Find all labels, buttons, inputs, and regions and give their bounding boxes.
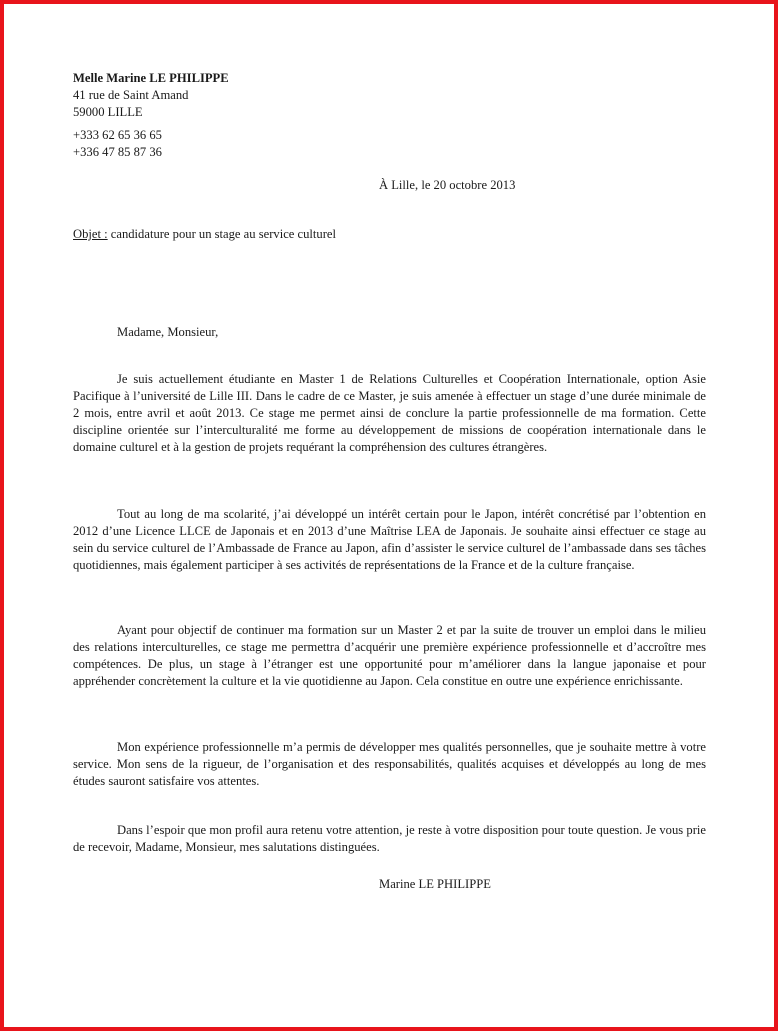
salutation: Madame, Monsieur, <box>117 325 219 339</box>
subject-label: Objet : <box>73 227 108 241</box>
date-line: À Lille, le 20 octobre 2013 <box>379 178 516 192</box>
sender-street: 41 rue de Saint Amand <box>73 88 189 102</box>
sender-phone-1: +333 62 65 36 65 <box>73 128 162 142</box>
body-paragraph-1: Je suis actuellement étudiante en Master 1 de Relations Culturelles et Coopération Internationale, option Asie Pacifique à l’université de Lille III. Dans le cadre de ce Master, je suis amenée à effectuer un stage d’une durée minimale de 2 mois, entre avril et août 2013. Ce stage me permet ainsi de conclure la partie professionnelle de ma formation. Cette discipline orientée sur l’interculturalité me forme au développement de missions de coopération internationale dans le domaine culturel et à la gestion de projets requérant la compréhension des cultures étrangères. <box>73 371 706 455</box>
body-paragraph-2: Tout au long de ma scolarité, j’ai développé un intérêt certain pour le Japon, intérêt concrétisé par l’obtention en 2012 d’une Licence LLCE de Japonais et en 2013 d’une Maîtrise LEA de Japonais. Je souhaite ainsi effectuer ce stage au sein du service culturel de l’Ambassade de France au Japon, afin d’assister le service culturel de l’ambassade dans ses tâches quotidiennes, mais également participer à ses activités de représentations de la France et de la culture française. <box>73 506 706 573</box>
body-paragraph-3: Ayant pour objectif de continuer ma formation sur un Master 2 et par la suite de trouver un emploi dans le milieu des relations interculturelles, ce stage me permettra d’acquérir une première expérience professionnelle et d’accroître mes compétences. De plus, un stage à l’étranger est une opportunité pour m’améliorer dans la langue japonaise et pour appréhender concrètement la culture et la vie quotidienne au Japon. Cela constitue en outre une expérience enrichissante. <box>73 622 706 689</box>
body-paragraph-4: Mon expérience professionnelle m’a permis de développer mes qualités personnelles, que je souhaite mettre à votre service. Mon sens de la rigueur, de l’organisation et des responsabilités, qualités acquises et développés au long de mes études sauront satisfaire vos attentes. <box>73 739 706 788</box>
sender-city: 59000 LILLE <box>73 105 143 119</box>
subject-line <box>73 227 336 242</box>
sender-name: Melle Marine LE PHILIPPE <box>73 71 229 85</box>
signature: Marine LE PHILIPPE <box>379 877 491 891</box>
sender-block <box>73 70 229 121</box>
body-paragraph-5: Dans l’espoir que mon profil aura retenu votre attention, je reste à votre disposition pour toute question. Je vous prie de recevoir, Madame, Monsieur, mes salutations distinguées. <box>73 822 706 854</box>
sender-phone-2: +336 47 85 87 36 <box>73 145 162 159</box>
subject-text: candidature pour un stage au service culturel <box>107 227 336 241</box>
sender-phones <box>73 127 162 161</box>
